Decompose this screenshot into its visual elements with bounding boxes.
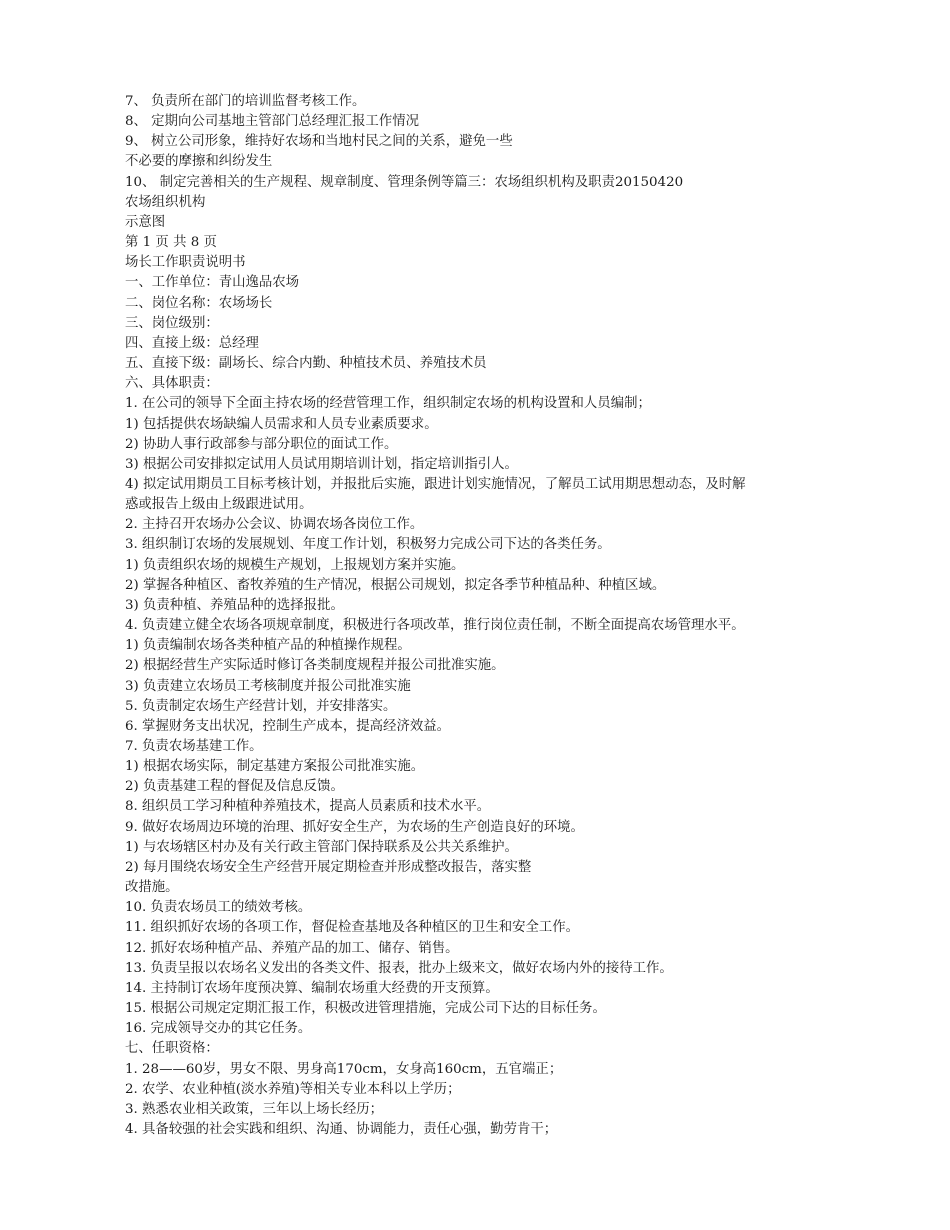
text-line: 四、直接上级：总经理 xyxy=(125,335,259,351)
text-line: 2) 掌握各种植区、畜牧养殖的生产情况，根据公司规划，拟定各季节种植品种、种植区域。 xyxy=(125,577,666,593)
text-line: 6. 掌握财务支出状况，控制生产成本，提高经济效益。 xyxy=(125,718,451,734)
text-line: 三、岗位级别： xyxy=(125,315,219,331)
text-line: 1) 包括提供农场缺编人员需求和人员专业素质要求。 xyxy=(125,416,438,432)
text-line: 2) 负责基建工程的督促及信息反馈。 xyxy=(125,779,344,795)
text-line: 15. 根据公司规定定期汇报工作，积极改进管理措施，完成公司下达的目标任务。 xyxy=(125,1001,606,1017)
text-line: 3. 组织制订农场的发展规划、年度工作计划，积极努力完成公司下达的各类任务。 xyxy=(125,537,611,553)
text-line: 示意图 xyxy=(125,214,166,230)
text-line: 改措施。 xyxy=(125,880,179,896)
text-line: 1. 在公司的领导下全面主持农场的经营管理工作，组织制定农场的机构设置和人员编制； xyxy=(125,396,651,412)
text-line: 七、任职资格： xyxy=(125,1041,219,1057)
section-title: 场长工作职责说明书 xyxy=(125,255,246,271)
text-line: 1) 根据农场实际，制定基建方案报公司批准实施。 xyxy=(125,759,425,775)
text-line: 14. 主持制订农场年度预决算、编制农场重大经费的开支预算。 xyxy=(125,980,499,996)
text-line: 2) 协助人事行政部参与部分职位的面试工作。 xyxy=(125,436,398,452)
text-line: 二、岗位名称：农场场长 xyxy=(125,295,273,311)
text-line: 惑或报告上级由上级跟进试用。 xyxy=(125,497,313,513)
text-line: 1. 28——60岁，男女不限、男身高170cm，女身高160cm，五官端正； xyxy=(125,1061,563,1077)
text-line: 3) 负责种植、养殖品种的选择报批。 xyxy=(125,597,344,613)
text-line: 3) 根据公司安排拟定试用人员试用期培训计划，指定培训指引人。 xyxy=(125,456,518,472)
text-line: 农场组织机构 xyxy=(125,194,206,210)
text-line: 五、直接下级：副场长、综合内勤、种植技术员、养殖技术员 xyxy=(125,356,487,372)
text-line: 不必要的摩擦和纠纷发生 xyxy=(125,154,273,170)
text-line: 1) 负责编制农场各类种植产品的种植操作规程。 xyxy=(125,638,411,654)
text-line: 11. 组织抓好农场的各项工作，督促检查基地及各种植区的卫生和安全工作。 xyxy=(125,920,580,936)
text-line: 2. 农学、农业种植(淡水养殖)等相关专业本科以上学历； xyxy=(125,1081,461,1097)
text-line: 1) 与农场辖区村办及有关行政主管部门保持联系及公共关系维护。 xyxy=(125,839,518,855)
text-line: 3) 负责建立农场员工考核制度并报公司批准实施 xyxy=(125,678,411,694)
text-line: 7、 负责所在部门的培训监督考核工作。 xyxy=(125,94,366,109)
text-line: 10、 制定完善相关的生产规程、规章制度、管理条例等篇三：农场组织机构及职责20150420 xyxy=(125,174,684,190)
text-line: 5. 负责制定农场生产经营计划，并安排落实。 xyxy=(125,698,397,714)
text-line: 1) 负责组织农场的规模生产规划，上报规划方案并实施。 xyxy=(125,557,465,573)
text-line: 4. 负责建立健全农场各项规章制度，积极进行各项改革，推行岗位责任制，不断全面提高农场管理水平。 xyxy=(125,618,745,634)
text-line: 10. 负责农场员工的绩效考核。 xyxy=(125,900,312,916)
text-line: 8. 组织员工学习种植种养殖技术，提高人员素质和技术水平。 xyxy=(125,799,491,815)
text-line: 4) 拟定试用期员工目标考核计划，并报批后实施，跟进计划实施情况，了解员工试用期思想动态，及时解 xyxy=(125,476,746,492)
text-line: 16. 完成领导交办的其它任务。 xyxy=(125,1021,312,1037)
text-line: 2) 每月围绕农场安全生产经营开展定期检查并形成整改报告，落实整 xyxy=(125,859,532,875)
text-line: 4. 具备较强的社会实践和组织、沟通、协调能力，责任心强，勤劳肯干； xyxy=(125,1121,558,1137)
text-line: 12. 抓好农场种植产品、养殖产品的加工、储存、销售。 xyxy=(125,940,459,956)
text-line: 六、具体职责： xyxy=(125,376,219,392)
text-line: 9. 做好农场周边环境的治理、抓好安全生产，为农场的生产创造良好的环境。 xyxy=(125,819,584,835)
text-line: 8、 定期向公司基地主管部门总经理汇报工作情况 xyxy=(125,114,419,130)
text-line: 2. 主持召开农场办公会议、协调农场各岗位工作。 xyxy=(125,517,424,533)
text-line: 9、 树立公司形象，维持好农场和当地村民之间的关系，避免一些 xyxy=(125,134,513,150)
page-number: 第 1 页 共 8 页 xyxy=(125,235,217,251)
text-line: 3. 熟悉农业相关政策，三年以上场长经历； xyxy=(125,1101,384,1117)
text-line: 一、工作单位：青山逸品农场 xyxy=(125,275,300,291)
text-line: 2) 根据经营生产实际适时修订各类制度规程并报公司批准实施。 xyxy=(125,658,505,674)
text-line: 7. 负责农场基建工作。 xyxy=(125,739,263,754)
text-line: 13. 负责呈报以农场名义发出的各类文件、报表，批办上级来文，做好农场内外的接待工作。 xyxy=(125,960,673,976)
